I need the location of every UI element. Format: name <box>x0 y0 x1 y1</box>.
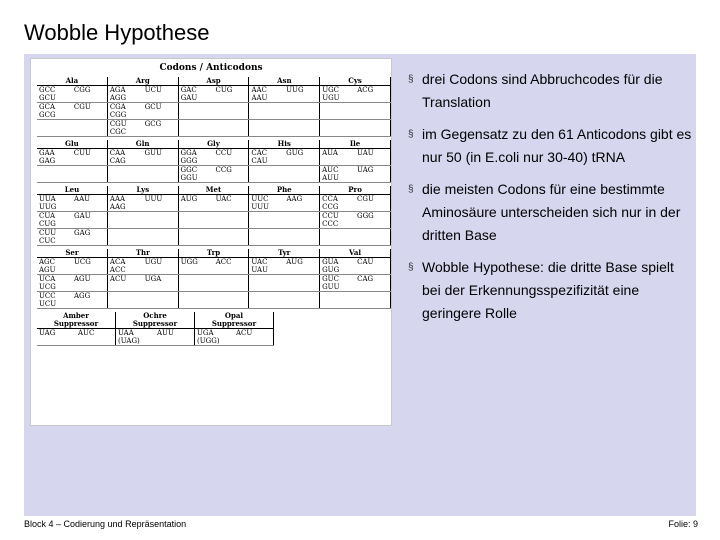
amino-acid-header: Gly <box>178 140 249 149</box>
anticodon-cell <box>214 229 249 246</box>
anticodon-cell: CCU <box>214 149 249 166</box>
codon-cell <box>37 120 72 137</box>
codon-cell <box>178 292 213 309</box>
anticodon-cell: UUG <box>284 86 320 103</box>
codon-cell: UAA (UAG) <box>116 329 156 346</box>
amino-acid-group-table <box>37 249 391 309</box>
amino-acid-group-table <box>37 77 391 137</box>
amino-acid-header: Arg <box>107 77 178 86</box>
codon-cell: UGC UGU <box>320 86 356 103</box>
codon-cell: UAG <box>37 329 76 346</box>
anticodon-cell: CGU <box>355 195 391 212</box>
anticodon-cell: UUU <box>143 195 179 212</box>
codon-cell <box>178 103 213 120</box>
codon-cell: GGC GGU <box>178 166 213 183</box>
codon-cell: AAC AAU <box>249 86 284 103</box>
anticodon-cell: AUG <box>284 258 319 275</box>
codon-cell: GGA GGG <box>178 149 213 166</box>
bullet-marker: § <box>408 74 414 85</box>
anticodon-cell <box>284 120 320 137</box>
amino-acid-header: Opal Suppressor <box>195 312 274 329</box>
bullet-text: die meisten Codons für eine bestimmte Aminosäure unterscheiden sich nur in der dritten Base <box>422 181 681 243</box>
anticodon-cell: CGG <box>72 86 107 103</box>
anticodon-cell: ACU <box>234 329 274 346</box>
anticodon-cell <box>143 166 179 183</box>
anticodon-cell <box>284 229 319 246</box>
codon-cell <box>178 120 213 137</box>
codon-anticodon-table-figure <box>30 58 392 426</box>
codon-cell <box>107 212 142 229</box>
anticodon-cell: AAG <box>284 195 319 212</box>
amino-acid-header: Ochre Suppressor <box>116 312 195 329</box>
anticodon-cell <box>214 292 249 309</box>
anticodon-cell: AAU <box>72 195 107 212</box>
bullet-text: drei Codons sind Abbruchcodes für die Translation <box>422 71 663 110</box>
anticodon-cell <box>72 166 107 183</box>
anticodon-cell <box>72 120 107 137</box>
anticodon-cell <box>355 229 391 246</box>
codon-tables <box>37 77 391 349</box>
bullet-marker: § <box>408 262 414 273</box>
anticodon-cell: AUU <box>155 329 195 346</box>
anticodon-cell: CCG <box>214 166 249 183</box>
amino-acid-header: Leu <box>37 186 107 195</box>
codon-cell: CCA CCG <box>320 195 355 212</box>
anticodon-cell <box>284 166 319 183</box>
anticodon-cell: GUU <box>143 149 179 166</box>
codon-row <box>37 86 391 103</box>
amino-acid-header: Amber Suppressor <box>37 312 116 329</box>
amino-acid-header: Gln <box>107 140 178 149</box>
anticodon-cell: AUC <box>76 329 116 346</box>
amino-acid-header: Cys <box>320 77 391 86</box>
codon-cell <box>178 229 213 246</box>
content-panel <box>24 54 696 516</box>
figure-title: Codons / Anticodons <box>159 63 263 73</box>
amino-acid-header: Pro <box>320 186 391 195</box>
footer-course: Block 4 – Codierung und Repräsentation <box>24 519 187 529</box>
anticodon-cell: GUG <box>284 149 319 166</box>
anticodon-cell: CUG <box>214 86 249 103</box>
codon-cell: AGA AGG <box>107 86 142 103</box>
anticodon-cell <box>214 275 249 292</box>
codon-cell <box>249 229 285 246</box>
amino-acid-group-table <box>37 312 274 346</box>
footer-slide-number: Folie: 9 <box>668 519 698 529</box>
codon-cell: CAC CAU <box>249 149 284 166</box>
codon-row <box>37 329 274 346</box>
anticodon-cell <box>284 292 319 309</box>
codon-cell: AGC AGU <box>37 258 72 275</box>
amino-acid-header: Val <box>320 249 391 258</box>
codon-cell <box>320 120 356 137</box>
amino-acid-header: Ile <box>320 140 391 149</box>
codon-row <box>37 292 391 309</box>
anticodon-cell: GCU <box>143 103 178 120</box>
codon-cell: GUC GUU <box>320 275 356 292</box>
codon-cell: GUA GUG <box>320 258 356 275</box>
amino-acid-group-table <box>37 186 391 246</box>
anticodon-cell: UGU <box>143 258 179 275</box>
anticodon-cell: GCG <box>143 120 178 137</box>
amino-acid-header: Tyr <box>249 249 320 258</box>
amino-acid-header: Ala <box>37 77 107 86</box>
codon-cell <box>178 275 213 292</box>
codon-row <box>37 275 391 292</box>
anticodon-cell: ACC <box>214 258 249 275</box>
codon-cell: UUC UUU <box>249 195 285 212</box>
codon-cell: UUA UUG <box>37 195 72 212</box>
codon-cell <box>320 229 355 246</box>
amino-acid-header: Ser <box>37 249 107 258</box>
codon-cell: GCA GCG <box>37 103 72 120</box>
codon-cell: ACA ACC <box>107 258 142 275</box>
codon-row <box>37 103 391 120</box>
codon-cell: CAA CAG <box>107 149 142 166</box>
anticodon-cell: UCU <box>143 86 178 103</box>
anticodon-cell: UCG <box>72 258 107 275</box>
amino-acid-header: Lys <box>107 186 178 195</box>
bullet-marker: § <box>408 184 414 195</box>
codon-row <box>37 149 391 166</box>
bullet-marker: § <box>408 129 414 140</box>
anticodon-cell <box>143 212 179 229</box>
codon-cell <box>249 212 285 229</box>
codon-cell: CUU CUC <box>37 229 72 246</box>
bullet-text: Wobble Hypothese: die dritte Base spielt bei der Erkennungsspezifizität eine geringere Rolle <box>422 259 674 321</box>
anticodon-cell: ACG <box>355 86 390 103</box>
bullet-item <box>408 68 692 114</box>
anticodon-cell: CUU <box>72 149 107 166</box>
amino-acid-header: Asp <box>178 77 249 86</box>
amino-acid-header: Thr <box>107 249 178 258</box>
codon-cell: UGG <box>178 258 213 275</box>
codon-row <box>37 229 391 246</box>
anticodon-cell: CAU <box>355 258 390 275</box>
codon-cell: CUA CUG <box>37 212 72 229</box>
amino-acid-header: Phe <box>249 186 320 195</box>
anticodon-cell <box>355 103 390 120</box>
codon-cell: CGU CGC <box>107 120 142 137</box>
codon-cell: GCC GCU <box>37 86 72 103</box>
codon-cell <box>37 166 72 183</box>
anticodon-cell: UAG <box>355 166 390 183</box>
anticodon-cell: UAC <box>214 195 249 212</box>
codon-row <box>37 120 391 137</box>
anticodon-cell <box>214 212 249 229</box>
codon-cell: UAC UAU <box>249 258 284 275</box>
codon-cell: ACU <box>107 275 142 292</box>
anticodon-cell: GAG <box>72 229 107 246</box>
anticodon-cell <box>143 229 179 246</box>
codon-cell <box>107 229 142 246</box>
anticodon-cell: GGG <box>355 212 391 229</box>
codon-cell <box>320 292 356 309</box>
bullet-text: im Gegensatz zu den 61 Anticodons gibt es nur 50 (in E.coli nur 30-40) tRNA <box>422 126 692 165</box>
codon-cell: AUC AUU <box>320 166 355 183</box>
codon-cell: GAC GAU <box>178 86 213 103</box>
bullet-item <box>408 178 692 247</box>
codon-cell <box>249 275 284 292</box>
codon-cell <box>249 166 284 183</box>
amino-acid-header: His <box>249 140 320 149</box>
anticodon-cell: GAU <box>72 212 107 229</box>
anticodon-cell <box>143 292 179 309</box>
bullet-item <box>408 256 692 325</box>
codon-cell: GAA GAG <box>37 149 72 166</box>
codon-cell: AUA <box>320 149 355 166</box>
codon-cell: AUG <box>178 195 213 212</box>
codon-row <box>37 166 391 183</box>
anticodon-cell <box>284 103 320 120</box>
codon-cell <box>178 212 213 229</box>
slide-title: Wobble Hypothese <box>24 20 210 45</box>
codon-cell <box>249 103 284 120</box>
amino-acid-header: Glu <box>37 140 107 149</box>
bullet-list <box>408 68 692 334</box>
amino-acid-group-table <box>37 140 391 183</box>
codon-cell: CCU CCC <box>320 212 355 229</box>
anticodon-cell: CAG <box>355 275 390 292</box>
amino-acid-header: Trp <box>178 249 249 258</box>
codon-cell <box>320 103 356 120</box>
anticodon-cell: AGG <box>72 292 107 309</box>
codon-row <box>37 212 391 229</box>
codon-cell: UCA UCG <box>37 275 72 292</box>
anticodon-cell <box>284 275 319 292</box>
codon-cell <box>249 120 284 137</box>
codon-cell: UCC UCU <box>37 292 72 309</box>
anticodon-cell <box>355 120 390 137</box>
anticodon-cell: UGA <box>143 275 179 292</box>
codon-row <box>37 195 391 212</box>
anticodon-cell: AGU <box>72 275 107 292</box>
bullet-item <box>408 123 692 169</box>
codon-row <box>37 258 391 275</box>
codon-cell: CGA CGG <box>107 103 142 120</box>
anticodon-cell <box>214 120 249 137</box>
codon-cell: UGA (UGG) <box>195 329 235 346</box>
codon-cell <box>249 292 284 309</box>
amino-acid-header: Asn <box>249 77 320 86</box>
anticodon-cell: UAU <box>355 149 390 166</box>
amino-acid-header: Met <box>178 186 249 195</box>
anticodon-cell <box>355 292 390 309</box>
anticodon-cell <box>284 212 319 229</box>
codon-cell <box>107 292 142 309</box>
anticodon-cell: CGU <box>72 103 107 120</box>
codon-cell <box>107 166 142 183</box>
codon-cell: AAA AAG <box>107 195 142 212</box>
anticodon-cell <box>214 103 249 120</box>
